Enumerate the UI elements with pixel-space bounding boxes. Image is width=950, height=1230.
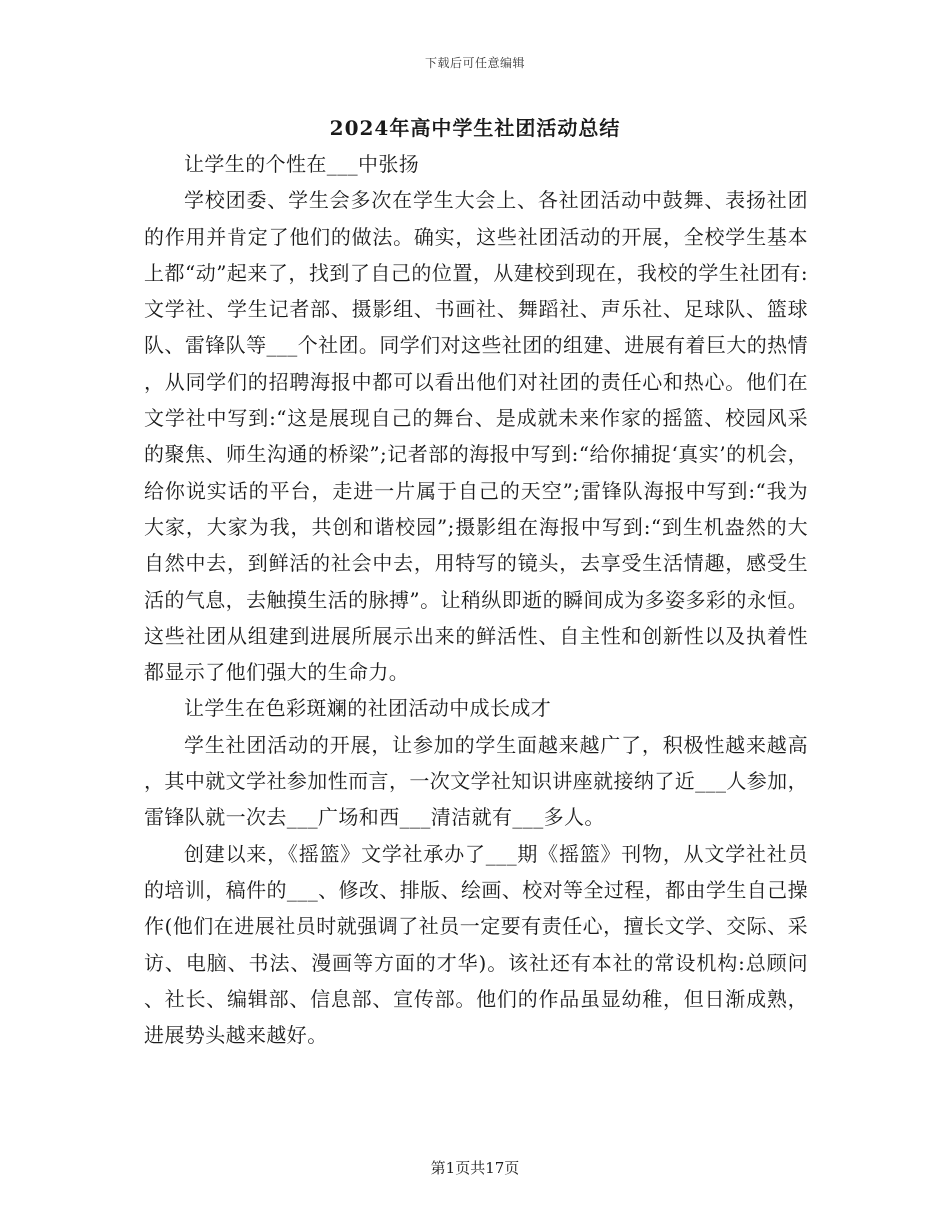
- section-heading: 让学生的个性在___中张扬: [184, 152, 420, 176]
- page-number: 第1页共17页: [430, 1159, 520, 1177]
- body-paragraph: 学校团委、学生会多次在学生大会上、各社团活动中鼓舞、表扬社团的作用并肯定了他们的做法。确实，这些社团活动的开展，全校学生基本上都“动”起来了，找到了自己的位置，从建校到现在，我校的学生社团有:文学社、学生记者部、摄影组、书画社、舞蹈社、声乐社、足球队、篮球队、雷锋队等___个社团。同学们对这些社团的组建、进展有着巨大的热情，从同学们的招聘海报中都可以看出他们对社团的责任心和热心。他们在文学社中写到:“这是展现自己的舞台、是成就未来作家的摇篮、校园风采的聚焦、师生沟通的桥梁”;记者部的海报中写到:“给你捕捉‘真实’的机会，给你说实话的平台，走进一片属于自己的天空”;雷锋队海报中写到:“我为大家，大家为我，共创和谐校园”;摄影组在海报中写到:“到生机盎然的大自然中去，到鲜活的社会中去，用特写的镜头，去享受生活情趣，感受生活的气息，去触摸生活的脉搏”。让稍纵即逝的瞬间成为多姿多彩的永恒。这些社团从组建到进展所展示出来的鲜活性、自主性和创新性以及执着性都显示了他们强大的生命力。: [144, 188, 808, 685]
- body-paragraph: 创建以来，《摇篮》文学社承办了___期《摇篮》刊物，从文学社社员的培训，稿件的___、修改、排版、绘画、校对等全过程，都由学生自己操作(他们在进展社员时就强调了社员一定要有责任心，擅长文学、交际、采访、电脑、书法、漫画等方面的才华)。该社还有本社的常设机构:总顾问、社长、编辑部、信息部、宣传部。他们的作品虽显幼稚，但日渐成熟，进展势头越来越好。: [144, 841, 808, 1048]
- document-body: [144, 146, 808, 1053]
- document-title: 2024年高中学生社团活动总结: [329, 116, 621, 140]
- body-paragraph: 学生社团活动的开展，让参加的学生面越来越广了，积极性越来越高，其中就文学社参加性而言，一次文学社知识讲座就接纳了近___人参加，雷锋队就一次去___广场和西___清洁就有___多人。: [144, 732, 808, 830]
- section-heading: 让学生在色彩斑斓的社团活动中成长成才: [184, 696, 552, 721]
- page-header: 下载后可任意编辑: [424, 56, 525, 70]
